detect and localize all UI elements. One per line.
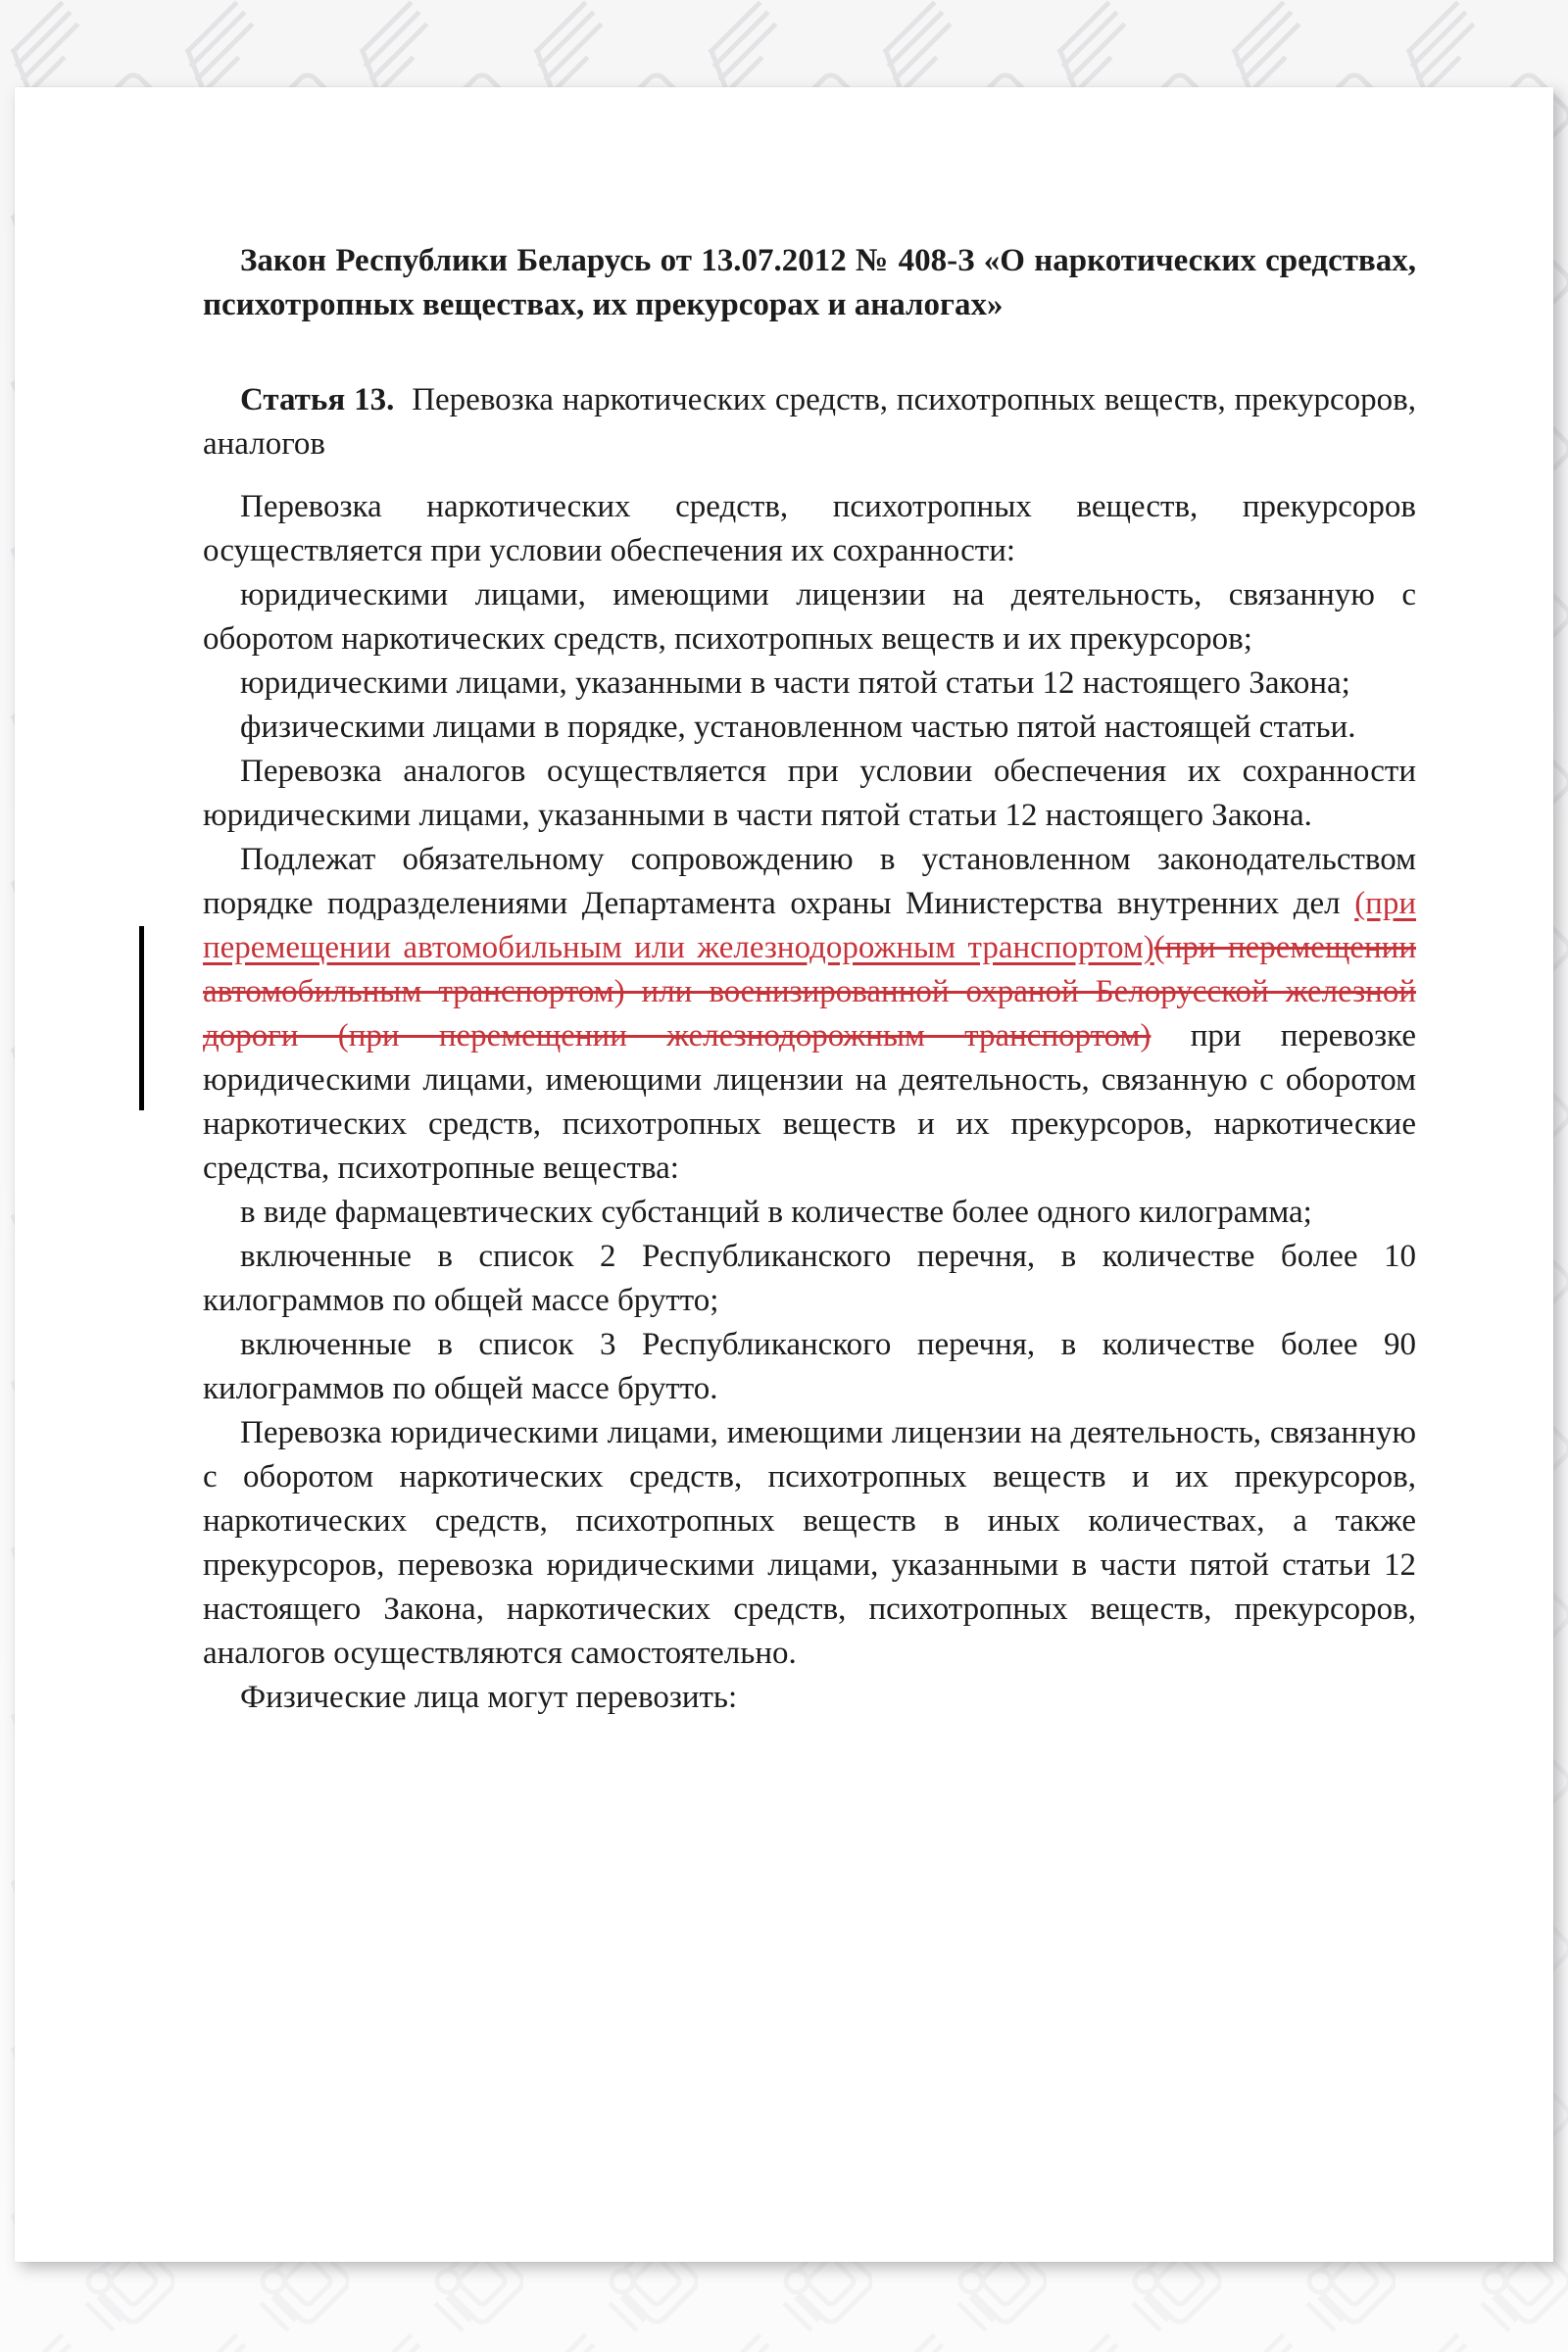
article-heading [203,378,1416,466]
paragraph [203,706,1416,750]
article-number-label: Статья 13. [240,382,395,417]
paragraph [203,1323,1416,1411]
text-run-normal: включенные в список 3 Республиканского перечня, в количестве более 90 килограммов по общей массе брутто. [203,1327,1416,1406]
text-run-normal: Перевозка аналогов осуществляется при условии обеспечения их сохранности юридическими лицами, указанными в части пятой статьи 12 настоящего Закона. [203,754,1416,833]
text-run-normal: юридическими лицами, указанными в части пятой статьи 12 настоящего Закона; [240,665,1350,701]
text-run-normal: Перевозка наркотических средств, психотропных веществ, прекурсоров осуществляется при условии обеспечения их сохранности: [203,489,1416,568]
text-run-normal: включенные в список 2 Республиканского перечня, в количестве более 10 килограммов по общей массе брутто; [203,1239,1416,1318]
text-run-normal: физическими лицами в порядке, установленном частью пятой настоящей статьи. [240,710,1356,745]
text-run-normal: в виде фармацевтических субстанций в количестве более одного килограмма; [240,1195,1312,1230]
article-body [203,485,1416,1720]
text-run-deleted: (при перемещении автомобильным транспортом) или военизированной охраной Белорусской железной дороги (при перемещении железнодорожным транспортом) [203,930,1416,1054]
text-run-normal: Перевозка юридическими лицами, имеющими лицензии на деятельность, связанную с оборотом наркотических средств, психотропных веществ и их прекурсоров, наркотических средств, психотропных веществ в иных количествах, а также прекурсоров, перевозка юридическими лицами, указанными в части пятой статьи 12 настоящего Закона, наркотических средств, психотропных веществ, прекурсоров, аналогов осуществляются самостоятельно. [203,1415,1416,1671]
paragraph [203,662,1416,706]
text-run-normal: Подлежат обязательному сопровождению в установленном законодательством порядке подразделениями Департамента охраны Министерства внутренних дел [203,842,1416,921]
text-run-normal: юридическими лицами, имеющими лицензии на деятельность, связанную с оборотом наркотических средств, психотропных веществ и их прекурсоров; [203,577,1416,657]
change-bar [139,926,144,1110]
paragraph [203,573,1416,662]
paragraph [203,750,1416,838]
document-page [15,87,1553,2262]
text-run-inserted: (при перемещении автомобильным или железнодорожным транспортом) [203,886,1416,965]
paragraph [203,1676,1416,1720]
paragraph [203,1191,1416,1235]
paragraph [203,838,1416,1191]
paragraph [203,485,1416,573]
text-run-normal: Физические лица могут перевозить: [240,1680,738,1715]
paragraph [203,1235,1416,1323]
paragraph [203,1411,1416,1676]
text-run-normal: при перевозке юридическими лицами, имеющими лицензии на деятельность, связанную с оборотом наркотических средств, психотропных веществ и их прекурсоров, наркотические средства, психотропные вещества: [203,1018,1416,1186]
article-title-text: Перевозка наркотических средств, психотропных веществ, прекурсоров, аналогов [203,382,1416,462]
document-title: Закон Республики Беларусь от 13.07.2012 № 408-З «О наркотических средствах, психотропных веществах, их прекурсорах и аналогах» [203,243,1416,322]
